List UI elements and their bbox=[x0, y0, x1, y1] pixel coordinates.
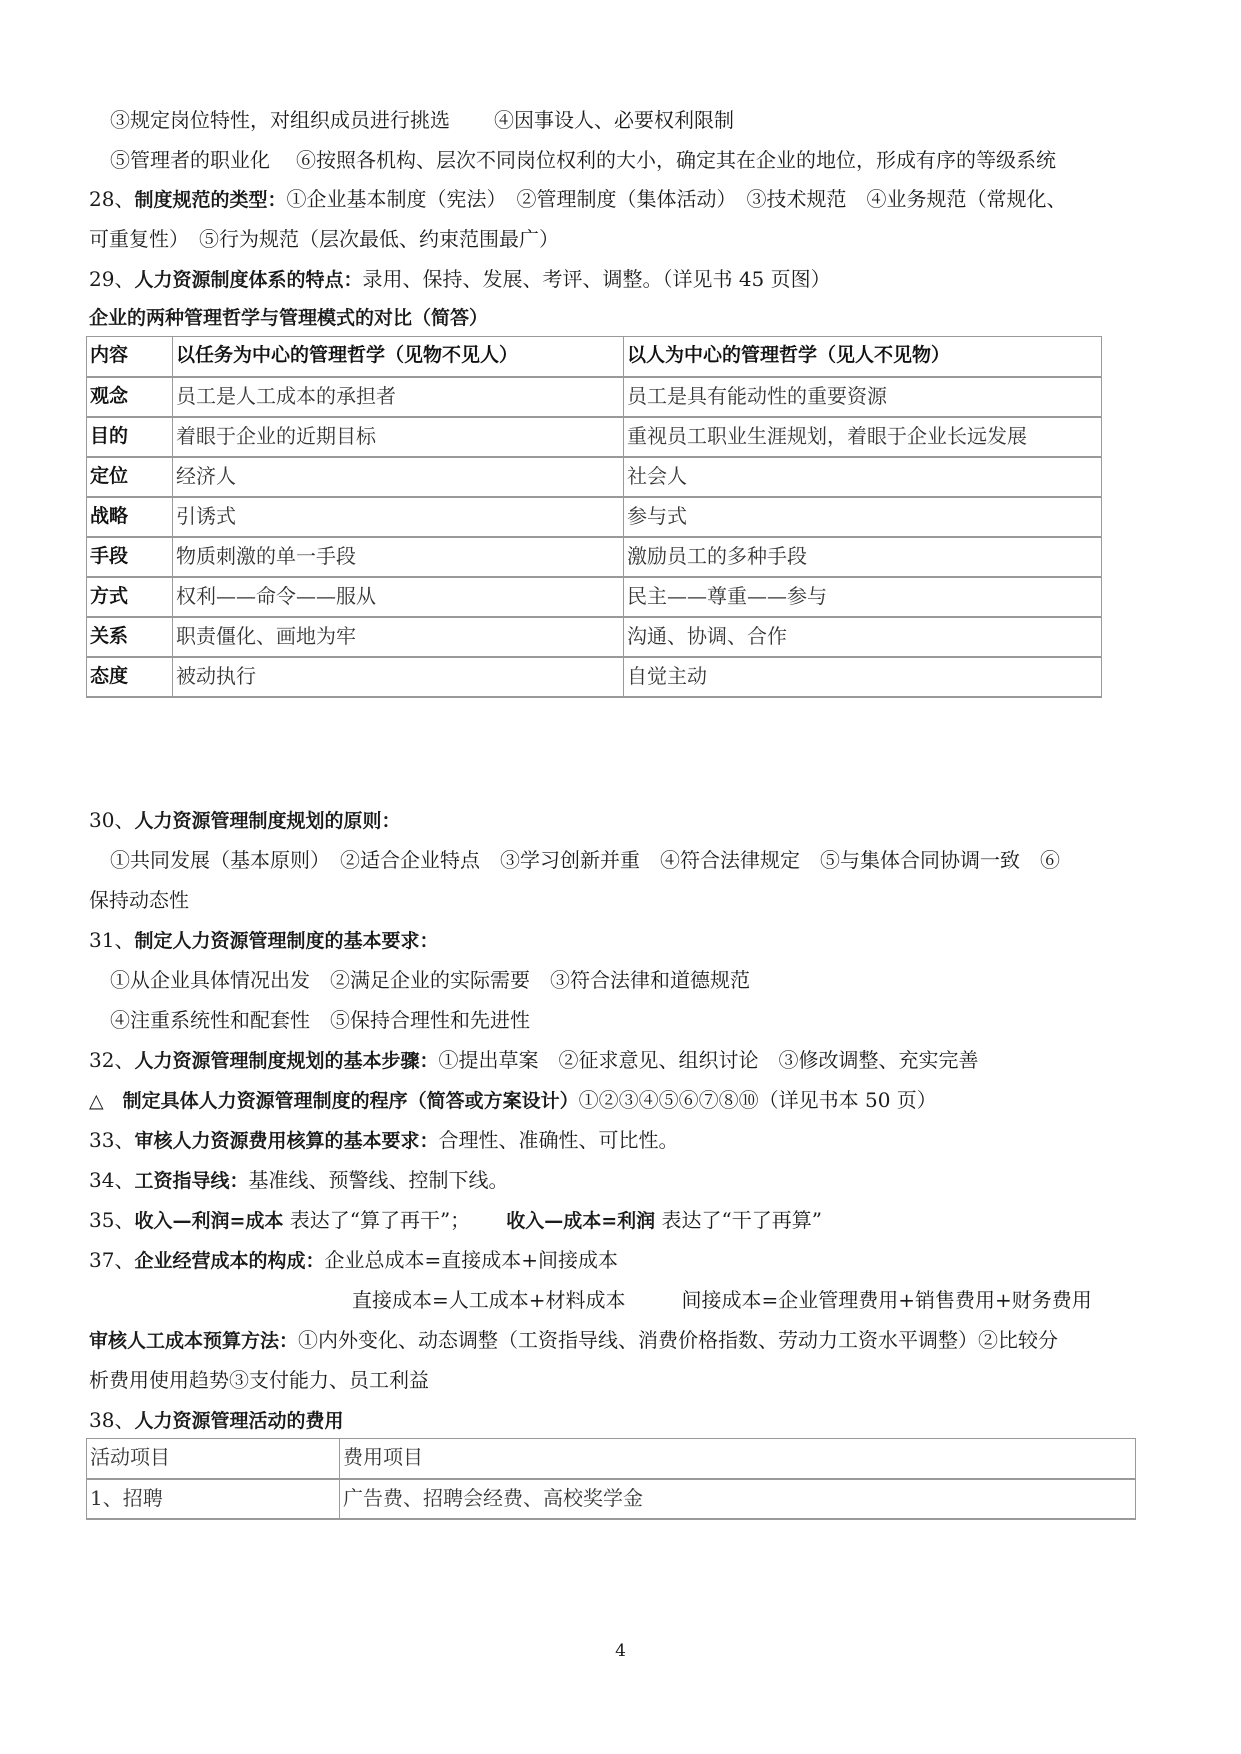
table-cell: 关系 bbox=[87, 617, 173, 657]
item-heading: 审核人力资源费用核算的基本要求： bbox=[134, 1130, 439, 1152]
table-row bbox=[87, 577, 1102, 617]
labor-cost-budget: 审核人工成本预算方法：①内外变化、动态调整（工资指导线、消费价格指数、劳动力工资水平调整）②比较分 bbox=[89, 1328, 1059, 1352]
table-cell: 着眼于企业的近期目标 bbox=[173, 417, 624, 457]
list-item: ⑥按照各机构、层次不同岗位权利的大小，确定其在企业的地位，形成有序的等级系统 bbox=[296, 148, 1056, 172]
item-heading: 制定人力资源管理制度的基本要求： bbox=[134, 930, 439, 952]
table-header-row bbox=[87, 1439, 1136, 1479]
table-row bbox=[87, 537, 1102, 577]
item-37: 37、企业经营成本的构成：企业总成本=直接成本+间接成本 bbox=[89, 1248, 618, 1272]
item-30: 30、人力资源管理制度规划的原则： bbox=[89, 808, 401, 832]
text-line bbox=[110, 106, 1200, 134]
text-line: 直接成本=人工成本+材料成本 间接成本=企业管理费用+销售费用+财务费用 bbox=[352, 1288, 1092, 1312]
item-heading: 工资指导线： bbox=[134, 1170, 249, 1192]
item-29: 29、人力资源制度体系的特点：录用、保持、发展、考评、调整。（详见书 45 页图） bbox=[89, 267, 831, 291]
table-cell: 观念 bbox=[87, 377, 173, 417]
table-cell: 手段 bbox=[87, 537, 173, 577]
table-row bbox=[87, 417, 1102, 457]
item-heading: △ 制定具体人力资源管理制度的程序（简答或方案设计） bbox=[89, 1090, 579, 1112]
item-heading: 人力资源管理活动的费用 bbox=[134, 1410, 344, 1432]
table-cell: 1、招聘 bbox=[87, 1479, 340, 1519]
text-line: 保持动态性 bbox=[89, 888, 189, 912]
table-header-row bbox=[87, 337, 1102, 377]
item-heading: 人力资源制度体系的特点： bbox=[134, 269, 363, 291]
item-heading: 收入—成本=利润 bbox=[506, 1210, 656, 1232]
table-cell: 社会人 bbox=[624, 457, 1102, 497]
list-item: ④因事设人、必要权利限制 bbox=[494, 108, 734, 132]
item-28: 28、制度规范的类型：①企业基本制度（宪法） ②管理制度（集体活动） ③技术规范 ④业务规范（常规化、 bbox=[89, 187, 1067, 211]
table-header-cell: 以人为中心的管理哲学（见人不见物） bbox=[624, 337, 1102, 377]
item-33: 33、审核人力资源费用核算的基本要求：合理性、准确性、可比性。 bbox=[89, 1128, 679, 1152]
table-cell: 战略 bbox=[87, 497, 173, 537]
item-38: 38、人力资源管理活动的费用 bbox=[89, 1408, 344, 1432]
item-35: 35、收入—利润=成本 表达了“算了再干”； 收入—成本=利润 表达了“干了再算” bbox=[89, 1208, 822, 1232]
table-cell: 员工是具有能动性的重要资源 bbox=[624, 377, 1102, 417]
text-line: ①从企业具体情况出发 ②满足企业的实际需要 ③符合法律和道德规范 bbox=[110, 968, 750, 992]
item-34: 34、工资指导线：基准线、预警线、控制下线。 bbox=[89, 1168, 509, 1192]
text-line: ①共同发展（基本原则） ②适合企业特点 ③学习创新并重 ④符合法律规定 ⑤与集体合同协调一致 ⑥ bbox=[110, 848, 1060, 872]
table-row bbox=[87, 1479, 1136, 1519]
section-heading: 企业的两种管理哲学与管理模式的对比（简答） bbox=[89, 307, 489, 329]
item-heading: 审核人工成本预算方法： bbox=[89, 1330, 299, 1352]
table-cell: 引诱式 bbox=[173, 497, 624, 537]
text-line: ④注重系统性和配套性 ⑤保持合理性和先进性 bbox=[110, 1008, 530, 1032]
item-heading: 制度规范的类型： bbox=[134, 189, 287, 211]
philosophy-comparison-table bbox=[86, 336, 1102, 698]
item-31: 31、制定人力资源管理制度的基本要求： bbox=[89, 928, 439, 952]
table-cell: 职责僵化、画地为牢 bbox=[173, 617, 624, 657]
table-cell: 定位 bbox=[87, 457, 173, 497]
text-line bbox=[110, 146, 1200, 174]
table-cell: 民主——尊重——参与 bbox=[624, 577, 1102, 617]
page-number: 4 bbox=[615, 1641, 626, 1661]
table-header-cell: 费用项目 bbox=[340, 1439, 1136, 1479]
hr-activity-cost-table bbox=[86, 1438, 1136, 1520]
item-heading: 人力资源管理制度规划的基本步骤： bbox=[134, 1050, 439, 1072]
table-cell: 方式 bbox=[87, 577, 173, 617]
table-cell: 被动执行 bbox=[173, 657, 624, 697]
item-heading: 人力资源管理制度规划的原则： bbox=[134, 810, 401, 832]
table-cell: 权利——命令——服从 bbox=[173, 577, 624, 617]
table-header-cell: 活动项目 bbox=[87, 1439, 340, 1479]
text-line: 析费用使用趋势③支付能力、员工利益 bbox=[89, 1368, 429, 1392]
table-cell: 激励员工的多种手段 bbox=[624, 537, 1102, 577]
table-cell: 经济人 bbox=[173, 457, 624, 497]
table-cell: 自觉主动 bbox=[624, 657, 1102, 697]
table-row bbox=[87, 457, 1102, 497]
table-row bbox=[87, 497, 1102, 537]
table-row bbox=[87, 377, 1102, 417]
table-cell: 物质刺激的单一手段 bbox=[173, 537, 624, 577]
table-cell: 广告费、招聘会经费、高校奖学金 bbox=[340, 1479, 1136, 1519]
table-cell: 参与式 bbox=[624, 497, 1102, 537]
list-item: ③规定岗位特性，对组织成员进行挑选 bbox=[110, 108, 450, 132]
table-cell: 态度 bbox=[87, 657, 173, 697]
list-item: ⑤管理者的职业化 bbox=[110, 148, 270, 172]
table-cell: 员工是人工成本的承担者 bbox=[173, 377, 624, 417]
table-row bbox=[87, 657, 1102, 697]
table-cell: 重视员工职业生涯规划，着眼于企业长远发展 bbox=[624, 417, 1102, 457]
table-cell: 目的 bbox=[87, 417, 173, 457]
item-heading: 收入—利润=成本 bbox=[134, 1210, 284, 1232]
text-line: 可重复性） ⑤行为规范（层次最低、约束范围最广） bbox=[89, 227, 559, 251]
table-header-cell: 内容 bbox=[87, 337, 173, 377]
table-row bbox=[87, 617, 1102, 657]
item-heading: 企业经营成本的构成： bbox=[134, 1250, 325, 1272]
item-32: 32、人力资源管理制度规划的基本步骤：①提出草案 ②征求意见、组织讨论 ③修改调整、充实完善 bbox=[89, 1048, 979, 1072]
table-cell: 沟通、协调、合作 bbox=[624, 617, 1102, 657]
table-header-cell: 以任务为中心的管理哲学（见物不见人） bbox=[173, 337, 624, 377]
procedure-note: △ 制定具体人力资源管理制度的程序（简答或方案设计）①②③④⑤⑥⑦⑧⑩（详见书本 50 页） bbox=[89, 1088, 937, 1112]
